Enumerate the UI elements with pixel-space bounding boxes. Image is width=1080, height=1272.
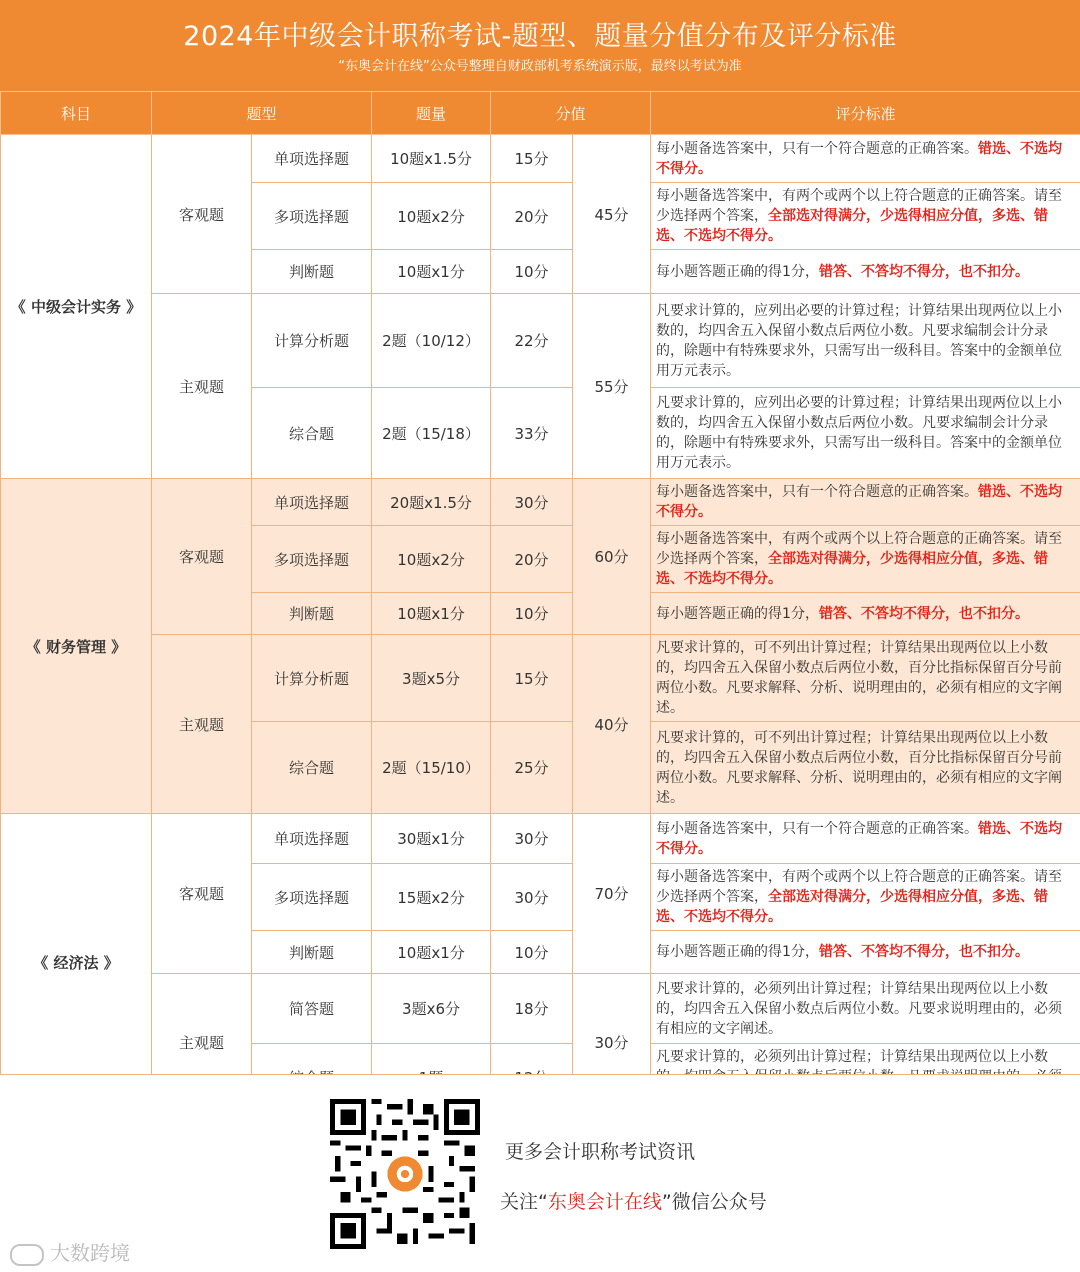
question-qty: 10题x2分 [372, 526, 491, 593]
criteria-text: 凡要求计算的，必须列出计算过程；计算结果出现两位以上小数的，均四舍五入保留小数点后两位小数。凡要求说明理由的，必须有相应的文字阐述。 [651, 974, 1080, 1044]
category-total: 40分 [573, 635, 651, 814]
question-type: 计算分析题 [252, 635, 372, 722]
category-total: 70分 [573, 814, 651, 974]
criteria-text: 凡要求计算的，应列出必要的计算过程；计算结果出现两位以上小数的，均四舍五入保留小数点后两位小数。凡要求编制会计分录的，除题中有特殊要求外，只需写出一级科目。答案中的金额单位用万元表示。 [651, 388, 1080, 479]
question-type: 综合题 [252, 388, 372, 479]
category-total: 60分 [573, 479, 651, 635]
footer [0, 1074, 1080, 1272]
question-qty: 2题（10/12） [372, 294, 491, 388]
question-type: 多项选择题 [252, 183, 372, 250]
question-score: 15分 [491, 635, 573, 722]
criteria-highlight: 错选、不选均不得分。 [656, 484, 1062, 520]
exam-table-wrapper [0, 91, 1080, 1111]
criteria-text: 每小题备选答案中，只有一个符合题意的正确答案。错选、不选均不得分。 [651, 135, 1080, 183]
subject-name: 《 经济法 》 [1, 814, 152, 1111]
table-row [1, 974, 1080, 1044]
question-type: 单项选择题 [252, 135, 372, 183]
question-type: 判断题 [252, 250, 372, 294]
criteria-highlight: 全部选对得满分，少选得相应分值，多选、错选、不选均不得分。 [656, 889, 1048, 925]
question-qty: 10题x1.5分 [372, 135, 491, 183]
subject-section-law [1, 814, 1080, 1111]
question-type: 多项选择题 [252, 864, 372, 931]
subject-section-accounting [1, 135, 1080, 479]
subject-section-finance [1, 479, 1080, 814]
subject-name: 《 中级会计实务 》 [1, 135, 152, 479]
col-header-qty: 题量 [372, 92, 491, 135]
question-qty: 15题x2分 [372, 864, 491, 931]
table-row [1, 479, 1080, 526]
question-score: 30分 [491, 814, 573, 864]
question-qty: 2题（15/10） [372, 722, 491, 814]
criteria-highlight: 错选、不选均不得分。 [656, 821, 1062, 857]
question-qty: 10题x1分 [372, 593, 491, 635]
col-header-criteria: 评分标准 [651, 92, 1080, 135]
category-subjective: 主观题 [152, 974, 252, 1111]
question-type: 综合题 [252, 722, 372, 814]
category-total: 30分 [573, 974, 651, 1111]
question-type: 判断题 [252, 593, 372, 635]
criteria-highlight: 错答、不答均不得分，也不扣分。 [819, 606, 1029, 622]
criteria-text: 每小题备选答案中，只有一个符合题意的正确答案。错选、不选均不得分。 [651, 479, 1080, 526]
question-qty: 3题x5分 [372, 635, 491, 722]
question-type: 计算分析题 [252, 294, 372, 388]
page-header [0, 0, 1080, 91]
question-type: 单项选择题 [252, 479, 372, 526]
question-score: 30分 [491, 864, 573, 931]
category-subjective: 主观题 [152, 294, 252, 479]
question-score: 25分 [491, 722, 573, 814]
question-qty: 10题x1分 [372, 931, 491, 974]
question-type: 单项选择题 [252, 814, 372, 864]
question-score: 20分 [491, 526, 573, 593]
footer-line-2: 关注“东奥会计在线”微信公众号 [500, 1187, 767, 1214]
page-subtitle: “东奥会计在线”公众号整理自财政部机考系统演示版，最终以考试为准 [0, 55, 1080, 74]
question-score: 18分 [491, 974, 573, 1044]
watermark-text: 大数跨境 [50, 1241, 130, 1265]
question-qty: 20题x1.5分 [372, 479, 491, 526]
question-qty: 2题（15/18） [372, 388, 491, 479]
qr-code-icon[interactable] [330, 1099, 480, 1249]
criteria-text: 每小题答题正确的得1分，错答、不答均不得分，也不扣分。 [651, 593, 1080, 635]
question-score: 10分 [491, 931, 573, 974]
page-title: 2024年中级会计职称考试-题型、题量分值分布及评分标准 [0, 14, 1080, 53]
criteria-text: 每小题备选答案中，有两个或两个以上符合题意的正确答案。请至少选择两个答案，全部选对得满分，少选得相应分值，多选、错选、不选均不得分。 [651, 864, 1080, 931]
table-row [1, 135, 1080, 183]
question-type: 多项选择题 [252, 526, 372, 593]
table-row [1, 635, 1080, 722]
footer-line-1: 更多会计职称考试资讯 [505, 1137, 695, 1164]
criteria-text: 凡要求计算的，可不列出计算过程；计算结果出现两位以上小数的，均四舍五入保留小数点后两位小数，百分比指标保留百分号前两位小数。凡要求解释、分析、说明理由的，必须有相应的文字阐述。 [651, 722, 1080, 814]
watermark-logo-icon [10, 1244, 44, 1266]
criteria-text: 每小题备选答案中，只有一个符合题意的正确答案。错选、不选均不得分。 [651, 814, 1080, 864]
criteria-text: 凡要求计算的，必须列出计算过程；计算结果出现两位以上小数 [651, 1044, 1080, 1111]
col-header-type: 题型 [152, 92, 372, 135]
criteria-text: 每小题备选答案中，有两个或两个以上符合题意的正确答案。请至少选择两个答案，全部选对得满分，少选得相应分值，多选、错选、不选均不得分。 [651, 526, 1080, 593]
question-score: 20分 [491, 183, 573, 250]
table-row [1, 814, 1080, 864]
table-row [1, 294, 1080, 388]
question-score: 10分 [491, 250, 573, 294]
category-objective: 客观题 [152, 814, 252, 974]
criteria-text: 每小题答题正确的得1分，错答、不答均不得分，也不扣分。 [651, 250, 1080, 294]
question-qty: 30题x1分 [372, 814, 491, 864]
exam-table [0, 91, 1080, 1111]
question-score: 30分 [491, 479, 573, 526]
question-score: 15分 [491, 135, 573, 183]
criteria-text: 凡要求计算的，应列出必要的计算过程；计算结果出现两位以上小数的，均四舍五入保留小数点后两位小数。凡要求编制会计分录的，除题中有特殊要求外，只需写出一级科目。答案中的金额单位用万元表示。 [651, 294, 1080, 388]
table-header-row [1, 92, 1080, 135]
criteria-text: 每小题答题正确的得1分，错答、不答均不得分，也不扣分。 [651, 931, 1080, 974]
category-total: 45分 [573, 135, 651, 294]
col-header-score: 分值 [491, 92, 651, 135]
criteria-text: 每小题备选答案中，有两个或两个以上符合题意的正确答案。请至少选择两个答案，全部选对得满分，少选得相应分值，多选、错选、不选均不得分。 [651, 183, 1080, 250]
question-qty: 10题x1分 [372, 250, 491, 294]
criteria-text: 凡要求计算的，可不列出计算过程；计算结果出现两位以上小数的，均四舍五入保留小数点后两位小数，百分比指标保留百分号前两位小数。凡要求解释、分析、说明理由的，必须有相应的文字阐述。 [651, 635, 1080, 722]
question-score: 22分 [491, 294, 573, 388]
question-qty: 10题x2分 [372, 183, 491, 250]
criteria-highlight: 全部选对得满分，少选得相应分值，多选、错选、不选均不得分。 [656, 551, 1048, 587]
category-subjective: 主观题 [152, 635, 252, 814]
category-objective: 客观题 [152, 479, 252, 635]
col-header-subject: 科目 [1, 92, 152, 135]
category-objective: 客观题 [152, 135, 252, 294]
brand-name: 东奥会计在线 [548, 1191, 662, 1213]
criteria-highlight: 错答、不答均不得分，也不扣分。 [819, 264, 1029, 280]
question-qty: 3题x6分 [372, 974, 491, 1044]
question-score: 33分 [491, 388, 573, 479]
criteria-highlight: 错答、不答均不得分，也不扣分。 [819, 944, 1029, 960]
criteria-highlight: 全部选对得满分，少选得相应分值，多选、错选、不选均不得分。 [656, 208, 1048, 244]
question-score: 10分 [491, 593, 573, 635]
watermark [10, 1237, 130, 1266]
question-type: 判断题 [252, 931, 372, 974]
category-total: 55分 [573, 294, 651, 479]
question-type: 简答题 [252, 974, 372, 1044]
subject-name: 《 财务管理 》 [1, 479, 152, 814]
criteria-highlight: 错选、不选均不得分。 [656, 141, 1062, 177]
